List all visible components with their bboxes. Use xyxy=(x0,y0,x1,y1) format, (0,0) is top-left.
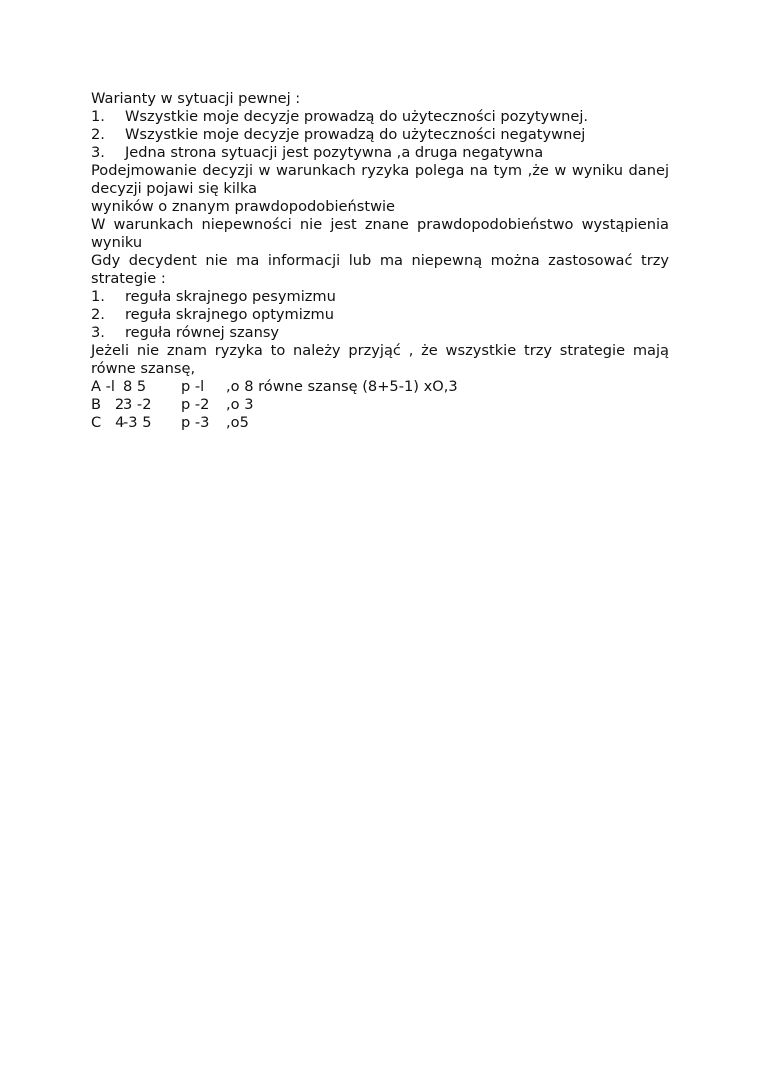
list-text: reguła skrajnego pesymizmu xyxy=(125,288,336,305)
list-text: reguła równej szansy xyxy=(125,324,280,341)
table-row xyxy=(91,378,669,396)
row-label: C 4 xyxy=(91,414,125,431)
document-body xyxy=(91,90,669,432)
list-text: Jedna strona sytuacji jest pozytywna ,a druga negatywna xyxy=(125,144,544,161)
risk-paragraph-continuation: wyników o znanym prawdopodobieństwie xyxy=(91,198,396,215)
list-number: 2. xyxy=(91,126,105,143)
list-item xyxy=(91,144,669,162)
list-item xyxy=(91,288,669,306)
risk-paragraph: Podejmowanie decyzji w warunkach ryzyka polega na tym ,że w wyniku danej decyzji pojawi się kilka xyxy=(91,162,669,197)
row-probability: p -2 xyxy=(181,396,210,413)
list-number: 1. xyxy=(91,108,105,125)
row-values: 8 5 xyxy=(123,378,147,395)
equal-chance-paragraph: Jeżeli nie znam ryzyka to należy przyjąć , że wszystkie trzy strategie mają równe szansę, xyxy=(91,342,669,377)
list-item xyxy=(91,108,669,126)
row-values: 3 -2 xyxy=(123,396,152,413)
list-item xyxy=(91,324,669,342)
strategies-intro: Gdy decydent nie ma informacji lub ma niepewną można zastosować trzy strategie : xyxy=(91,252,669,287)
list-text: reguła skrajnego optymizmu xyxy=(125,306,334,323)
list-item xyxy=(91,306,669,324)
list-text: Wszystkie moje decyzje prowadzą do użyteczności negatywnej xyxy=(125,126,586,143)
table-row xyxy=(91,396,669,414)
heading: Warianty w sytuacji pewnej : xyxy=(91,90,301,107)
table-row xyxy=(91,414,669,432)
row-probability: p -l xyxy=(181,378,205,395)
row-result: ,o5 xyxy=(226,414,249,431)
list-number: 3. xyxy=(91,144,105,161)
row-label: B 2 xyxy=(91,396,125,413)
list-number: 1. xyxy=(91,288,105,305)
list-number: 2. xyxy=(91,306,105,323)
row-label: A -l xyxy=(91,378,115,395)
row-values: -3 5 xyxy=(123,414,152,431)
list-item xyxy=(91,126,669,144)
list-number: 3. xyxy=(91,324,105,341)
row-result: ,o 3 xyxy=(226,396,254,413)
uncertainty-paragraph: W warunkach niepewności nie jest znane prawdopodobieństwo wystąpienia wyniku xyxy=(91,216,669,251)
row-result: ,o 8 równe szansę (8+5-1) xO,3 xyxy=(226,378,458,395)
row-probability: p -3 xyxy=(181,414,210,431)
list-text: Wszystkie moje decyzje prowadzą do użyteczności pozytywnej. xyxy=(125,108,589,125)
